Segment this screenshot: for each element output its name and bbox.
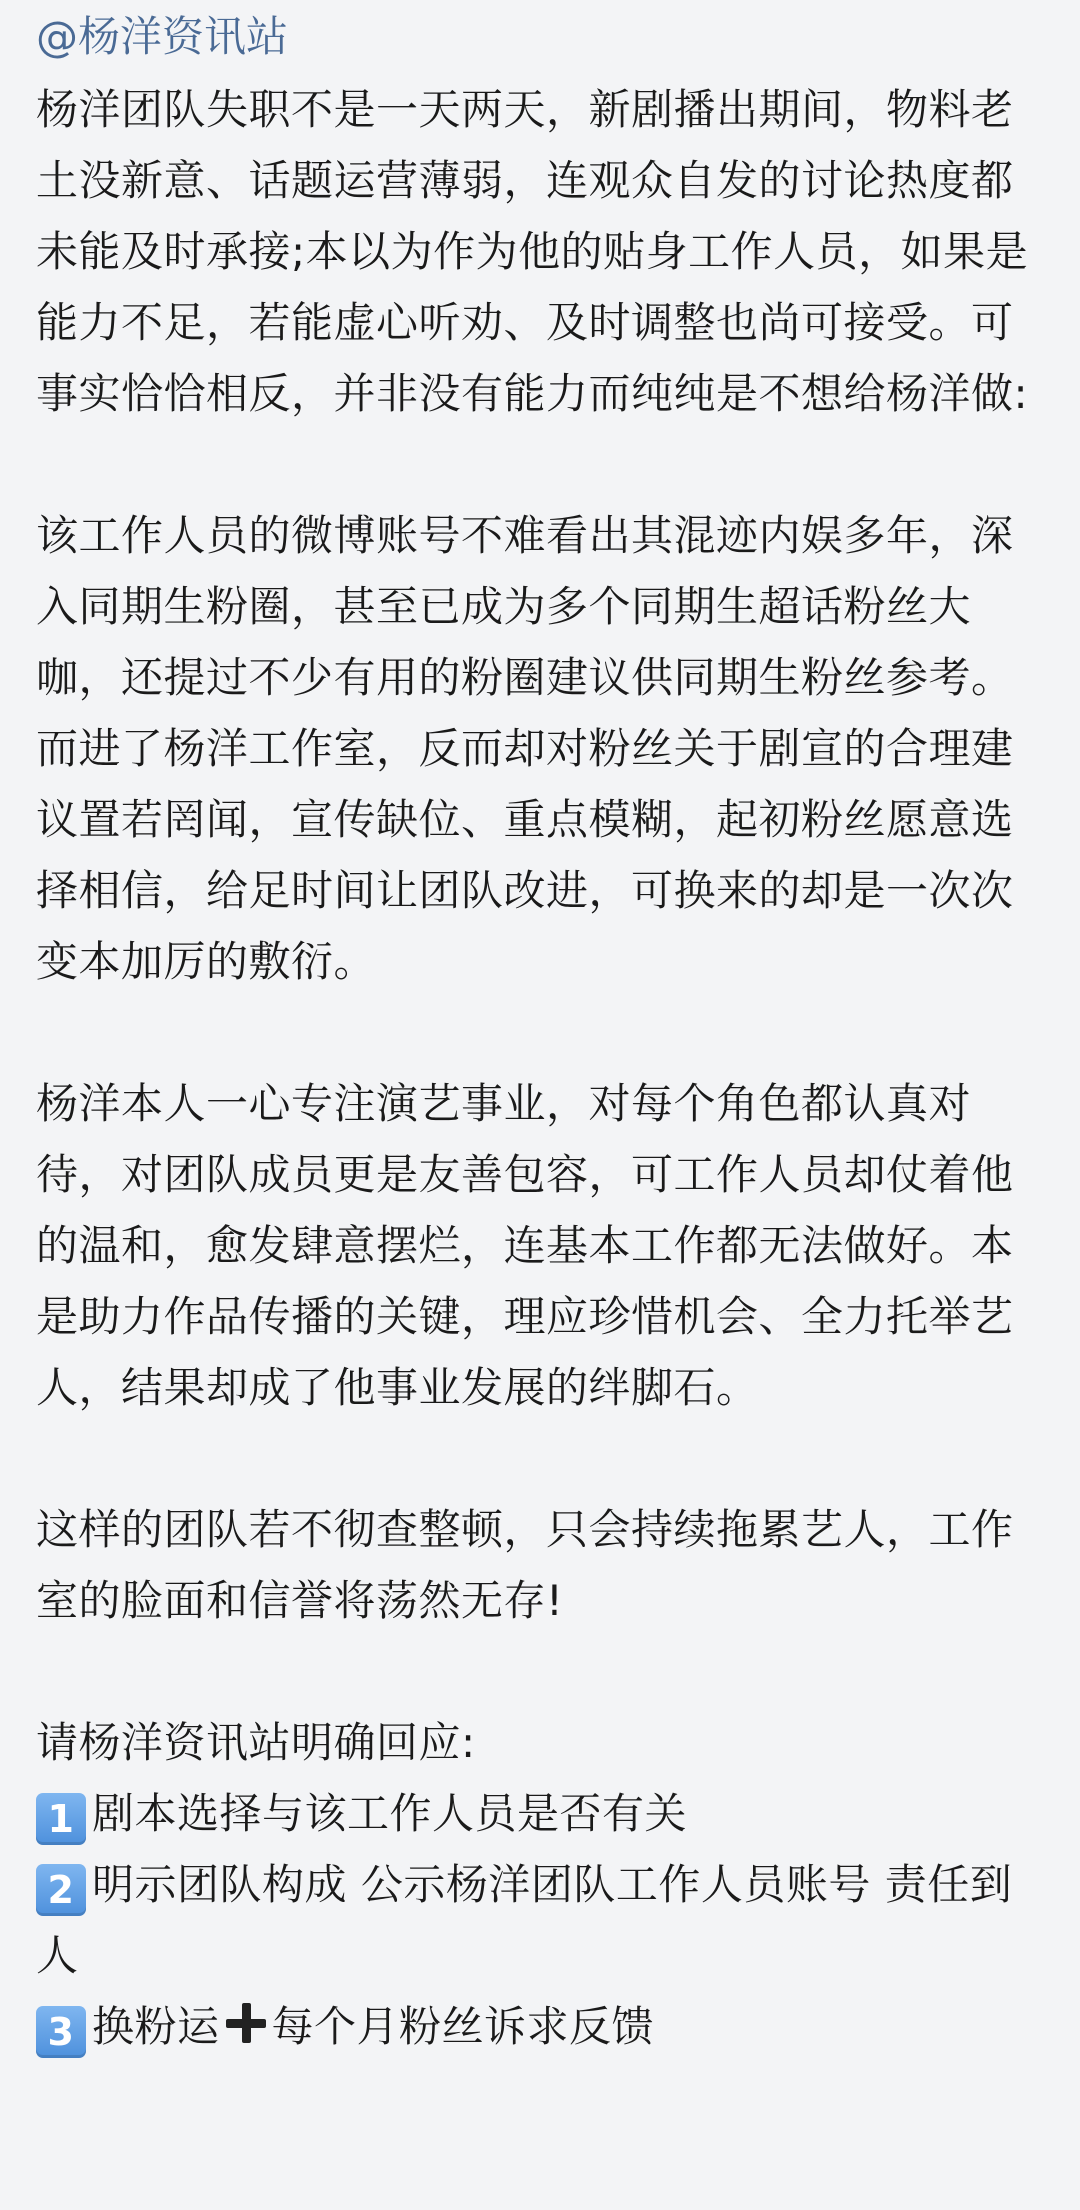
- heavy-plus-icon: [222, 1999, 270, 2047]
- list-intro: 请杨洋资讯站明确回应:: [36, 1718, 476, 1767]
- keycap-number-2-icon: 2: [36, 1864, 86, 1916]
- post-paragraph-2: 该工作人员的微博账号不难看出其混迹内娱多年，深入同期生粉圈，甚至已成为多个同期生超话粉丝大咖，还提过不少有用的粉圈建议供同期生粉丝参考。而进了杨洋工作室，反而却对粉丝关于剧宣的合理建议置若罔闻，宣传缺位、重点模糊，起初粉丝愿意选择相信，给足时间让团队改进，可换来的却是一次次变本加厉的敷衍。: [36, 511, 1014, 986]
- list-item-1: [36, 1778, 1044, 1849]
- list-item-3: [36, 1991, 1044, 2062]
- list-item-2: [36, 1849, 1044, 1991]
- list-item-text: 明示团队构成 公示杨洋团队工作人员账号 责任到人: [36, 1860, 1013, 1980]
- list-item-text-after: 每个月粉丝诉求反馈: [271, 2002, 655, 2051]
- post-paragraph-4: 这样的团队若不彻查整顿，只会持续拖累艺人，工作室的脸面和信誉将荡然无存!: [36, 1505, 1014, 1625]
- post-paragraph-1: 杨洋团队失职不是一天两天，新剧播出期间，物料老土没新意、话题运营薄弱，连观众自发的讨论热度都未能及时承接;本以为作为他的贴身工作人员，如果是能力不足，若能虚心听劝、及时调整也尚可接受。可事实恰恰相反，并非没有能力而纯纯是不想给杨洋做:: [36, 85, 1029, 418]
- keycap-number-1-icon: 1: [36, 1793, 86, 1845]
- mention-link[interactable]: @杨洋资讯站: [36, 12, 289, 61]
- list-item-text-before: 换粉运: [92, 2002, 220, 2051]
- post-paragraph-3: 杨洋本人一心专注演艺事业，对每个角色都认真对待，对团队成员更是友善包容，可工作人员却仗着他的温和，愈发肆意摆烂，连基本工作都无法做好。本是助力作品传播的关键，理应珍惜机会、全力托举艺人，结果却成了他事业发展的绊脚石。: [36, 1079, 1014, 1412]
- list-item-text: 剧本选择与该工作人员是否有关: [92, 1789, 688, 1838]
- keycap-number-3-icon: 3: [36, 2006, 86, 2058]
